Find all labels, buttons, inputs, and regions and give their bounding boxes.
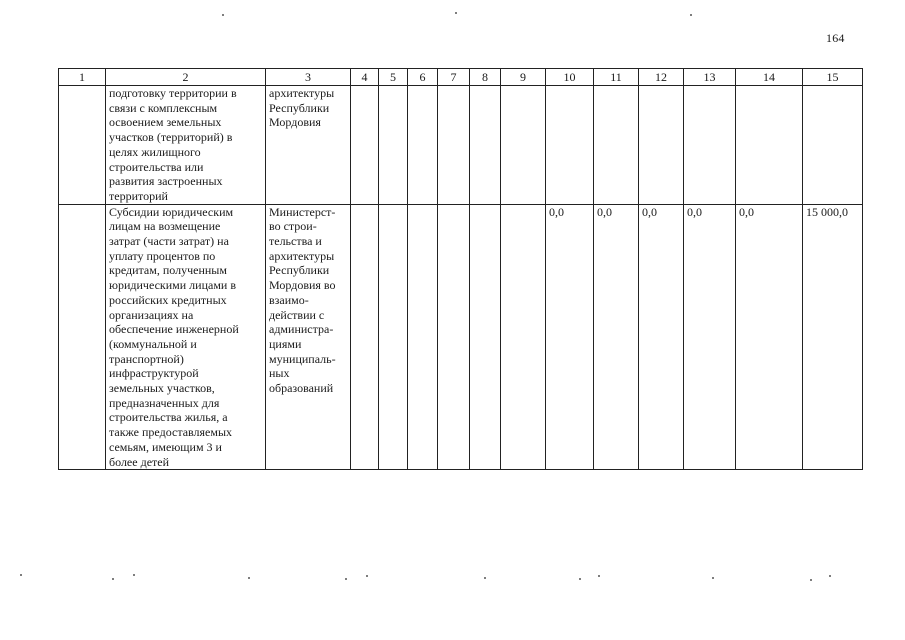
- scan-speck: [345, 578, 347, 580]
- header-cell-2: 2: [106, 69, 266, 86]
- row1-col14: [736, 86, 803, 205]
- scan-speck: [712, 577, 714, 579]
- row2-col9: [501, 204, 546, 470]
- table-row: [59, 86, 863, 205]
- page-number: 164: [826, 31, 845, 45]
- row1-executor: архитектуры Республики Мордовия: [266, 86, 351, 205]
- row2-col14-value: 0,0: [736, 204, 803, 470]
- scan-speck: [690, 14, 692, 16]
- scan-speck: [222, 14, 224, 16]
- header-cell-6: 6: [408, 69, 438, 86]
- header-cell-9: 9: [501, 69, 546, 86]
- header-cell-13: 13: [684, 69, 736, 86]
- scan-speck: [248, 577, 250, 579]
- header-cell-14: 14: [736, 69, 803, 86]
- scan-speck: [455, 12, 457, 14]
- row1-description: подготовку территории в связи с комплексным освоением земельных участков (территорий) в целях жилищного строительства или развития застроенных территорий: [106, 86, 266, 205]
- row2-col8: [470, 204, 501, 470]
- row1-col4: [351, 86, 379, 205]
- row2-col12-value: 0,0: [639, 204, 684, 470]
- row1-col7: [438, 86, 470, 205]
- scan-speck: [829, 575, 831, 577]
- header-cell-8: 8: [470, 69, 501, 86]
- row1-col13: [684, 86, 736, 205]
- scan-speck: [112, 578, 114, 580]
- row2-col13-value: 0,0: [684, 204, 736, 470]
- scan-speck: [484, 577, 486, 579]
- row1-col12: [639, 86, 684, 205]
- table-row: [59, 204, 863, 470]
- header-cell-10: 10: [546, 69, 594, 86]
- row2-col6: [408, 204, 438, 470]
- row2-col1: [59, 204, 106, 470]
- scan-speck: [133, 574, 135, 576]
- header-row: [59, 69, 863, 86]
- scan-speck: [810, 579, 812, 581]
- row1-col1: [59, 86, 106, 205]
- row1-col8: [470, 86, 501, 205]
- header-cell-5: 5: [379, 69, 408, 86]
- row1-col6: [408, 86, 438, 205]
- row1-col15: [803, 86, 863, 205]
- header-cell-12: 12: [639, 69, 684, 86]
- scan-speck: [366, 575, 368, 577]
- header-cell-3: 3: [266, 69, 351, 86]
- row1-col10: [546, 86, 594, 205]
- scan-speck: [20, 574, 22, 576]
- header-cell-1: 1: [59, 69, 106, 86]
- row2-description: Субсидии юридическим лицам на возмещение затрат (части затрат) на уплату процентов по кредитам, полученным юридическими лицами в российских кредитных организациях на обеспечение инженерной (коммунальной и транспортной) инфраструктурой земельных участков, предназначенных для строительства жилья, а также предоставляемых семьям, имеющим 3 и более детей: [106, 204, 266, 470]
- row2-col7: [438, 204, 470, 470]
- header-cell-15: 15: [803, 69, 863, 86]
- row2-executor: Министерст- во строи- тельства и архитектуры Республики Мордовия во взаимо- действии с администра- циями муниципаль- ных образований: [266, 204, 351, 470]
- row2-col11-value: 0,0: [594, 204, 639, 470]
- row1-col5: [379, 86, 408, 205]
- row1-col11: [594, 86, 639, 205]
- row1-col9: [501, 86, 546, 205]
- row2-col10-value: 0,0: [546, 204, 594, 470]
- row2-col5: [379, 204, 408, 470]
- header-cell-4: 4: [351, 69, 379, 86]
- scan-speck: [598, 575, 600, 577]
- row2-col4: [351, 204, 379, 470]
- budget-table: [58, 68, 863, 470]
- row2-col15-value: 15 000,0: [803, 204, 863, 470]
- scan-speck: [579, 578, 581, 580]
- header-cell-7: 7: [438, 69, 470, 86]
- header-cell-11: 11: [594, 69, 639, 86]
